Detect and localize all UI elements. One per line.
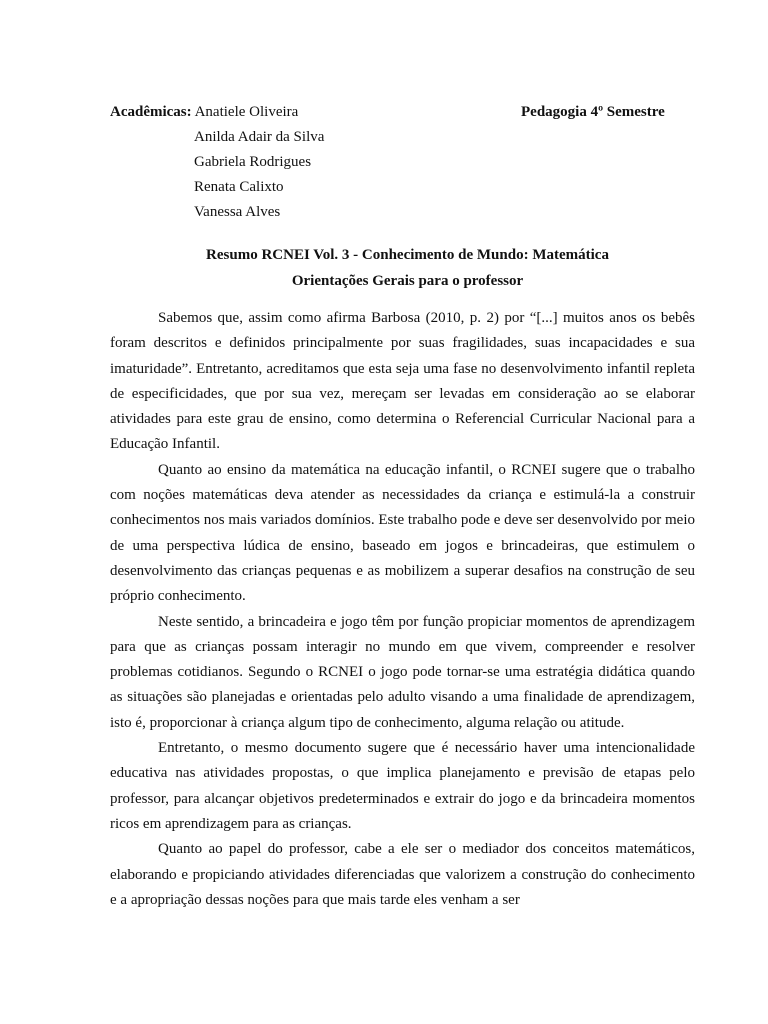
course-label: Pedagogia 4º Semestre [521,104,665,120]
paragraph: Neste sentido, a brincadeira e jogo têm por função propiciar momentos de aprendizagem para que as crianças possam interagir no mundo em que vivem, compreender e resolver problemas cotidianos. Segundo o RCNEI o jogo pode tornar-se uma estratégia didática quando as situações são planejadas e orientadas pelo adulto visando a uma finalidade de aprendizagem, isto é, proporcionar à criança algum tipo de conhecimento, alguma relação ou atitude. [110,613,695,731]
body-text [110,306,695,913]
paragraph: Entretanto, o mesmo documento sugere que é necessário haver uma intencionalidade educativa nas atividades propostas, o que implica planejamento e previsão de etapas pelo professor, para alcançar objetivos predeterminados e extrair do jogo e da brincadeira momentos ricos em aprendizagem para as crianças. [110,740,695,832]
first-author: Anatiele Oliveira [194,104,299,120]
title-line-2: Orientações Gerais para o professor [291,273,524,289]
paragraph: Quanto ao papel do professor, cabe a ele ser o mediador dos conceitos matemáticos, elaborando e propiciando atividades diferenciadas que valorizem a construção do conhecimento e a apropriação dessas noções para que mais tarde eles venham a ser [110,841,695,908]
header-row [110,100,695,125]
title-line-1: Resumo RCNEI Vol. 3 - Conhecimento de Mundo: Matemática [206,247,609,263]
paragraph: Sabemos que, assim como afirma Barbosa (2010, p. 2) por “[...] muitos anos os bebês foram descritos e definidos principalmente por suas fragilidades, suas incapacidades e sua imaturidade”. Entretanto, acreditamos que esta seja uma fase no desenvolvimento infantil repleta de especificidades, que por sua vez, mereçam ser levadas em consideração ao se elaborar atividades para este grau de ensino, como determina o Referencial Curricular Nacional para a Educação Infantil. [110,310,695,453]
author-name: Anilda Adair da Silva [194,129,325,145]
author-name: Renata Calixto [194,179,284,195]
document-page [110,100,695,913]
paragraph: Quanto ao ensino da matemática na educação infantil, o RCNEI sugere que o trabalho com noções matemáticas deva atender as necessidades da criança e estimulá-la a construir conhecimentos nos mais variados domínios. Este trabalho pode e deve ser desenvolvido por meio de uma perspectiva lúdica de ensino, baseado em jogos e brincadeiras, que estimulem o desenvolvimento das crianças pequenas e as mobilizem a superar desafios na construção de seu próprio conhecimento. [110,461,695,605]
author-name: Vanessa Alves [194,204,281,220]
academicas-label: Acadêmicas: [110,104,192,120]
author-name: Gabriela Rodrigues [194,154,312,170]
document-title [110,242,695,294]
